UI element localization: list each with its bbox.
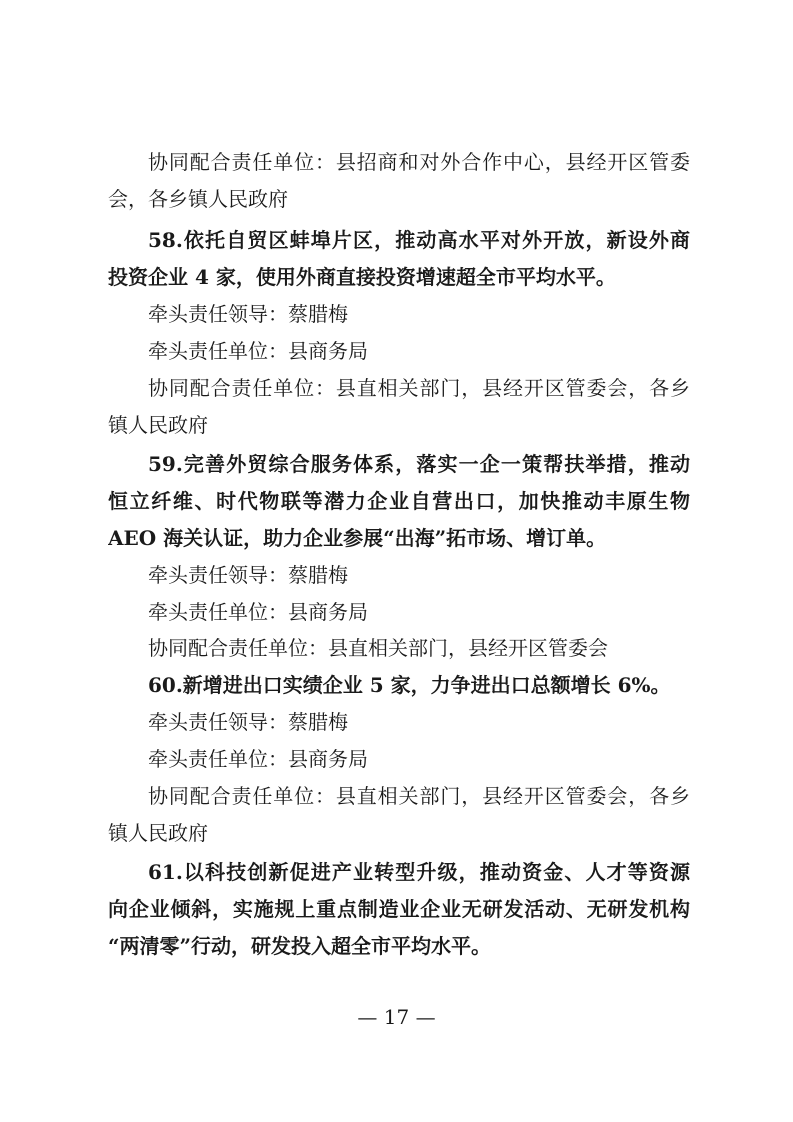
- item-heading: 投资企业 4 家，使用外商直接投资增速超全市平均水平。: [108, 265, 616, 289]
- item-heading: “两清零”行动，研发投入超全市平均水平。: [108, 934, 492, 958]
- text-line: 牵头责任单位：县商务局: [148, 600, 368, 624]
- page-number: — 17 —: [357, 1005, 436, 1029]
- text-line: 牵头责任单位：县商务局: [148, 747, 368, 771]
- item-heading: 59.完善外贸综合服务体系，落实一企一策帮扶举措，推动: [148, 452, 690, 476]
- item-heading: 61.以科技创新促进产业转型升级，推动资金、人才等资源: [148, 860, 690, 884]
- text-line: 牵头责任领导：蔡腊梅: [148, 302, 348, 326]
- text-line: 镇人民政府: [108, 413, 208, 437]
- item-heading: 58.依托自贸区蚌埠片区，推动高水平对外开放，新设外商: [148, 228, 690, 252]
- text-line: 镇人民政府: [108, 821, 208, 845]
- text-line: 牵头责任领导：蔡腊梅: [148, 710, 348, 734]
- item-heading: AEO 海关认证，助力企业参展“出海”拓市场、增订单。: [108, 526, 607, 550]
- text-line: 协同配合责任单位：县招商和对外合作中心，县经开区管委: [148, 150, 690, 174]
- text-line: 牵头责任单位：县商务局: [148, 339, 368, 363]
- text-line: 牵头责任领导：蔡腊梅: [148, 563, 348, 587]
- item-heading: 向企业倾斜，实施规上重点制造业企业无研发活动、无研发机构: [108, 897, 690, 921]
- text-line: 会，各乡镇人民政府: [108, 187, 288, 211]
- item-heading: 恒立纤维、时代物联等潜力企业自营出口，加快推动丰原生物: [108, 489, 690, 513]
- text-line: 协同配合责任单位：县直相关部门，县经开区管委会: [148, 636, 608, 660]
- text-line: 协同配合责任单位：县直相关部门，县经开区管委会，各乡: [148, 376, 690, 400]
- item-heading: 60.新增进出口实绩企业 5 家，力争进出口总额增长 6%。: [148, 673, 671, 697]
- text-line: 协同配合责任单位：县直相关部门，县经开区管委会，各乡: [148, 784, 690, 808]
